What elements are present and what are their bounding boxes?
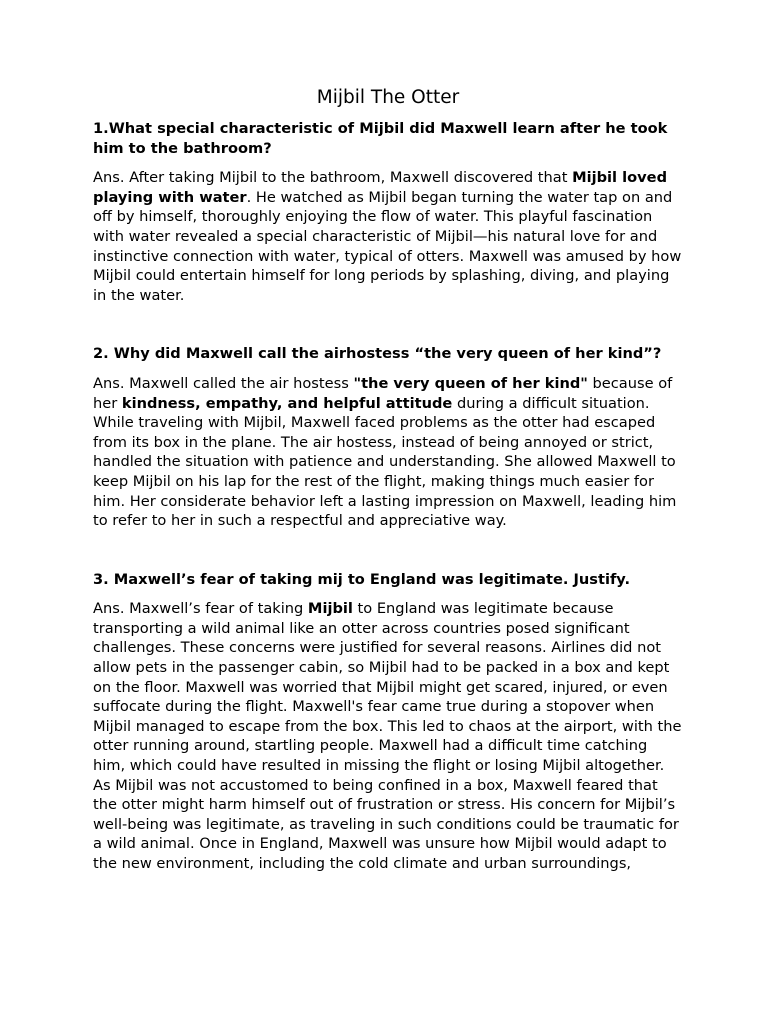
question-2-section: [93, 344, 683, 530]
answer-2-highlight-traits: kindness, empathy, and helpful attitude: [121, 394, 453, 412]
answer-3-highlight: Mijbil: [307, 600, 353, 618]
answer-3: Ans. Maxwell’s fear of taking Mijbil to England was legitimate because transporting a wild animal like an otter across countries posed significant challenges. These concerns were justified for several reasons. Airlines did not allow pets in the passenger cabin, so Mijbil had to be packed in a box and kept on the floor. Maxwell was worried that Mijbil might get scared, injured, or even suffocate during the flight. Maxwell's fear came true during a stopover when Mijbil managed to escape from the box. This led to chaos at the airport, with the otter running around, startling people. Maxwell had a difficult time catching him, which could have resulted in missing the flight or losing Mijbil altogether. As Mijbil was not accustomed to being confined in a box, Maxwell feared that the otter might harm himself out of frustration or stress. His concern for Mijbil’s well-being was legitimate, as traveling in such conditions could be traumatic for a wild animal. Once in England, Maxwell was unsure how Mijbil would adapt to the new environment, including the cold climate and urban surroundings,: [93, 600, 682, 872]
question-3: 3. Maxwell’s fear of taking mij to England was legitimate. Justify.: [93, 570, 631, 588]
answer-1-highlight: Mijbil loved playing with water: [93, 169, 668, 206]
document-title: Mijbil The Otter: [316, 87, 460, 108]
answer-2-highlight-quote: "the very queen of her kind": [353, 374, 588, 392]
answer-2: Ans. Maxwell called the air hostess "the very queen of her kind" because of her kindness, empathy, and helpful attitude during a difficult situation. While traveling with Mijbil, Maxwell faced problems as the otter had escaped from its box in the plane. The air hostess, instead of being annoyed or strict, handled the situation with patience and understanding. She allowed Maxwell to keep Mijbil on his lap for the rest of the flight, making things much easier for him. Her considerate behavior left a lasting impression on Maxwell, leading him to refer to her in such a respectful and appreciative way.: [93, 374, 677, 530]
question-3-section: [93, 570, 683, 874]
section-gap: [93, 305, 683, 344]
document-page: [93, 86, 683, 874]
question-2: 2. Why did Maxwell call the airhostess “the very queen of her kind”?: [93, 345, 662, 363]
section-gap: [93, 531, 683, 570]
question-1: 1.What special characteristic of Mijbil did Maxwell learn after he took him to the bathroom?: [93, 120, 668, 157]
answer-1: Ans. After taking Mijbil to the bathroom, Maxwell discovered that Mijbil loved playing with water. He watched as Mijbil began turning the water tap on and off by himself, thoroughly enjoying the flow of water. This playful fascination with water revealed a special characteristic of Mijbil—his natural love for and instinctive connection with water, typical of otters. Maxwell was amused by how Mijbil could entertain himself for long periods by splashing, diving, and playing in the water.: [93, 169, 682, 304]
question-1-section: [93, 119, 683, 305]
